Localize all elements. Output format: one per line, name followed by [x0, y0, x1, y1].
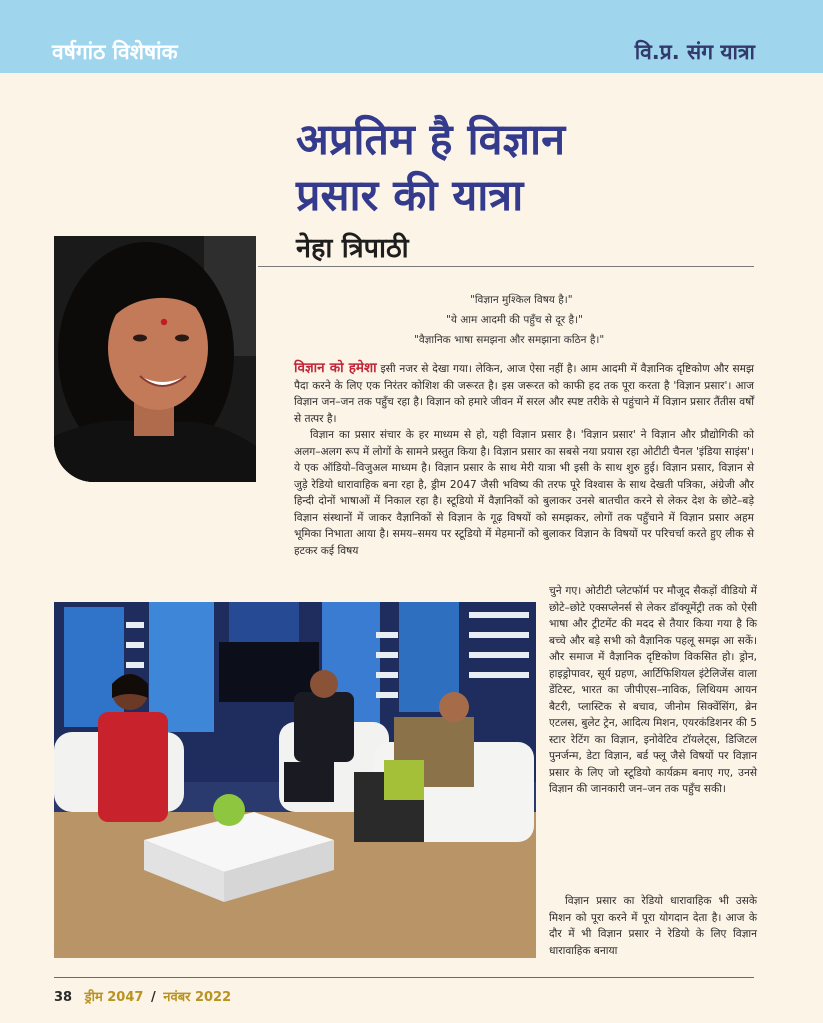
paragraph-1: इसी नजर से देखा गया। लेकिन, आज ऐसा नहीं है। आम आदमी में वैज्ञानिक दृष्टिकोण और समझ पैदा करने के लिए एक निरंतर कोशिश की जरूरत है। इस जरूरत को काफी हद तक पूरा करता है 'विज्ञान प्रसार'। आज विज्ञान जन–जन तक पहुँच रहा है। विज्ञान को हमारे जीवन में सरल और स्पष्ट तरीके से पहुंचाने में विज्ञान प्रसार तैंतीस वर्षों से तत्पर है।	[294, 363, 754, 425]
page-number: 38	[54, 990, 73, 1005]
footer-separator: /	[150, 990, 156, 1005]
author-portrait	[54, 236, 256, 482]
footer-divider	[54, 977, 754, 978]
studio-photo	[54, 602, 536, 958]
opening-quotes	[392, 290, 692, 350]
article-title-line-1: अप्रतिम है विज्ञान	[296, 115, 566, 165]
page-footer	[54, 987, 231, 1005]
body-text-right-column: चुने गए। ओटीटी प्लेटफॉर्म पर मौजूद सैकड़ों वीडियो में छोटे–छोटे एक्सप्लेनर्स से लेकर डॉक्यूमेंट्री तक को ऐसी भाषा और ट्रीटमेंट की मदद से तैयार किया गया है कि बच्चे और बड़े सभी को वैज्ञानिक पहलू समझ आ सकें। और समाज में वैज्ञानिक दृष्टिकोण विकसित हो। ड्रोन, हाइड्रोपावर, सूर्य ग्रहण, आर्टिफिशियल इंटेलिजेंस वाला डेंटिस्ट, भारत का जीपीएस–नाविक, लिथियम आयन बैटरी, प्लास्टिक से बचाव, जीनोम सिक्वेंसिंग, ब्रेन एटलस, बुलेट ट्रेन, आदित्य मिशन, एयरकंडिशनर की 5 स्टार रेटिंग का विज्ञान, इनोवेटिव टॉयलेट्स, डिजिटल पुनर्जन्म, डेटा विज्ञान, बर्ड फ्लू जैसे विषयों पर विज्ञान प्रसार के लिए जो स्टूडियो कार्यक्रम बनाए गए, उनसे विज्ञान की जानकारी जन–जन तक पहुँच सकी।	[549, 585, 757, 795]
quote-1: "विज्ञान मुश्किल विषय है।"	[470, 294, 573, 306]
section-label: वर्षगांठ विशेषांक	[52, 40, 178, 64]
body-text-top	[294, 360, 754, 559]
quote-2: "ये आम आदमी की पहुँच से दूर है।"	[446, 314, 583, 326]
author-divider	[258, 266, 754, 267]
column-label: वि.प्र. संग यात्रा	[634, 40, 755, 64]
author-name: नेहा त्रिपाठी	[296, 233, 409, 264]
magazine-name: ड्रीम 2047	[84, 990, 144, 1005]
paragraph-2: विज्ञान का प्रसार संचार के हर माध्यम से हो, यही विज्ञान प्रसार है। 'विज्ञान प्रसार' ने विज्ञान और प्रौद्योगिकी को अलग–अलग रूप में लोगों के सामने प्रस्तुत किया है। विज्ञान प्रसार का सबसे नया प्रयास रहा ओटीटी चैनल 'इंडिया साइंस'। ये एक ऑडियो–विजुअल माध्यम है। विज्ञान प्रसार के साथ मेरी यात्रा भी इसी के साथ शुरु हुई। विज्ञान प्रसार, विज्ञान से जुड़े रेडियो धारावाहिक बना रहा है, ड्रीम 2047 जैसी भविष्य की तरफ पूरे विश्वास के साथ देखती पत्रिका, अंग्रेजी और हिन्दी दोनों भाषाओं में निकाल रहा है। स्टूडियो में वैज्ञानिकों को बुलाकर उनसे बातचीत करने से लेकर देश के छोटे–बड़े विज्ञान संस्थानों में जाकर वैज्ञानिकों से विज्ञान के गूढ़ विषयों को समझकर, लोगों तक पहुँचाने में विज्ञान प्रसार अहम भूमिका निभाता आया है। समय–समय पर स्टूडियो में मेहमानों को बुलाकर विज्ञान के विषयों पर परिचर्चा करते हुए लीक से हटकर कई विषय	[294, 429, 754, 557]
body-text-right-column-2: विज्ञान प्रसार का रेडियो धारावाहिक भी उसके मिशन को पूरा करने में पूरा योगदान देता है। आज के दौर में भी विज्ञान प्रसार ने रेडियो के लिए विज्ञान धारावाहिक बनाया	[549, 895, 757, 957]
quote-3: "वैज्ञानिक भाषा समझना और समझाना कठिन है।"	[414, 334, 605, 346]
article-title-line-2: प्रसार की यात्रा	[296, 171, 524, 221]
lead-in: विज्ञान को हमेशा	[294, 360, 377, 376]
issue-date: नवंबर 2022	[163, 990, 232, 1005]
section-header-bar	[0, 0, 823, 73]
article-title	[296, 112, 796, 224]
